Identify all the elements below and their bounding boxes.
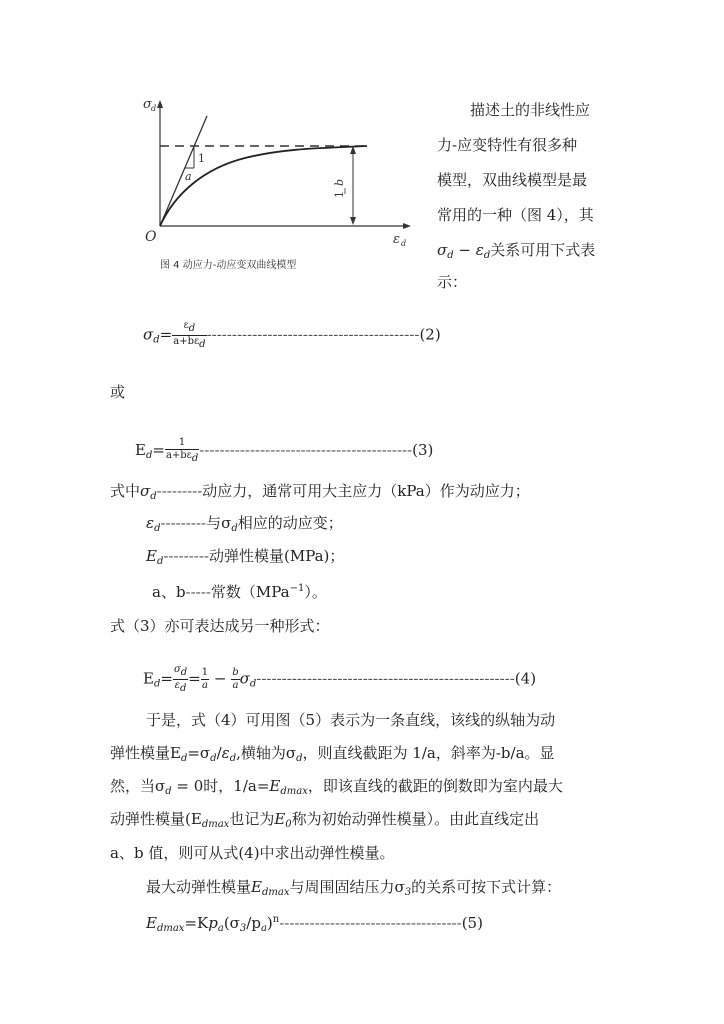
or-text: 或 — [110, 383, 126, 401]
svg-text:1: 1 — [333, 191, 346, 198]
paragraph-2: 最大动弹性模量$E_{dmax}$与周围固结压力$\sigma_3$的关系可按下式计算： — [146, 878, 562, 898]
y-axis-label: σ — [143, 97, 152, 112]
slope-one-label: 1 — [198, 152, 205, 165]
y-axis-arrow — [157, 100, 163, 108]
equation-3: $E_d=$ $\frac{1}{\text{a+bεd}}$ ------------------------------------------(3) — [135, 437, 434, 464]
side-text-line-5: $\sigma_d - \varepsilon_d$关系可用下式表 — [437, 241, 596, 261]
svg-text:d: d — [401, 239, 407, 248]
side-text-line-3: 模型，双曲线模型是最 — [437, 171, 588, 189]
paragraph-1-line-5: a、b 值，则可从式(4)中求出动弹性模量。 — [110, 844, 395, 862]
equation-5: $E_{dmax}=Kp_a(\sigma_3/p_a)^n------------------------------------(5)$ — [146, 914, 483, 934]
side-text-line-4: 常用的一种（图 4），其 — [437, 206, 594, 224]
x-axis-arrow — [403, 223, 411, 229]
svg-text:d: d — [151, 104, 157, 113]
definition-modulus: $E_d---------$动弹性模量(MPa)； — [146, 547, 345, 567]
definition-sigma: 式中$\sigma_d---------$动应力，通常可用大主应力（kPa）作为动应力； — [110, 482, 530, 502]
figure-caption: 图 4 动应力-动应变双曲线模型 — [160, 260, 297, 271]
side-text-line-2: 力-应变特性有很多种 — [437, 136, 578, 154]
initial-tangent-line — [160, 116, 207, 226]
equation-4-intro: 式（3）亦可表达成另一种形式： — [110, 617, 330, 635]
x-axis-label: ε — [393, 232, 400, 247]
side-text-line-6: 示： — [437, 273, 468, 291]
paragraph-1-line-1: 于是，式（4）可用图（5）表示为一条直线，该线的纵轴为动 — [146, 711, 556, 729]
equation-2: $\sigma_d=$ $\frac{\varepsilon d}{\text{a+bεd}}$ ------------------------------------------(2) — [143, 320, 441, 350]
origin-label: O — [145, 229, 157, 245]
equation-4: $E_d=$ $\frac{\sigma d}{\varepsilon d}$ = $\frac{1}{a}$ − $\frac{b}{a}$ $\sigma_d---------------------------------------------------(4)$ — [143, 664, 537, 694]
paragraph-1-line-3: 然，当$\sigma_d = 0$时，$1/a=E_{dmax}$，即该直线的截距的倒数即为室内最大 — [110, 777, 563, 797]
slope-a-label: a — [185, 170, 192, 183]
hyperbolic-model-figure — [135, 88, 420, 278]
definition-epsilon: $\varepsilon_d---------$与$\sigma_d$相应的动应变； — [146, 514, 343, 534]
definition-constants: a、b-----常数（MPa$^{-1}$）。 — [152, 583, 327, 601]
side-text-line-1: 描述土的非线性应 — [470, 101, 591, 119]
figure-chart — [135, 88, 420, 278]
svg-text:b: b — [333, 178, 346, 186]
paragraph-1-line-4: 动弹性模量($E_{dmax}$也记为$E_0$称为初始动弹性模量）。由此直线定出 — [110, 810, 540, 830]
asymptote-label — [333, 179, 346, 198]
paragraph-1-line-2: 弹性模量$E_d=\sigma_d/\varepsilon_d$,横轴为$\sigma_d$，则直线截距为 1/a，斜率为-b/a。显 — [110, 744, 555, 764]
